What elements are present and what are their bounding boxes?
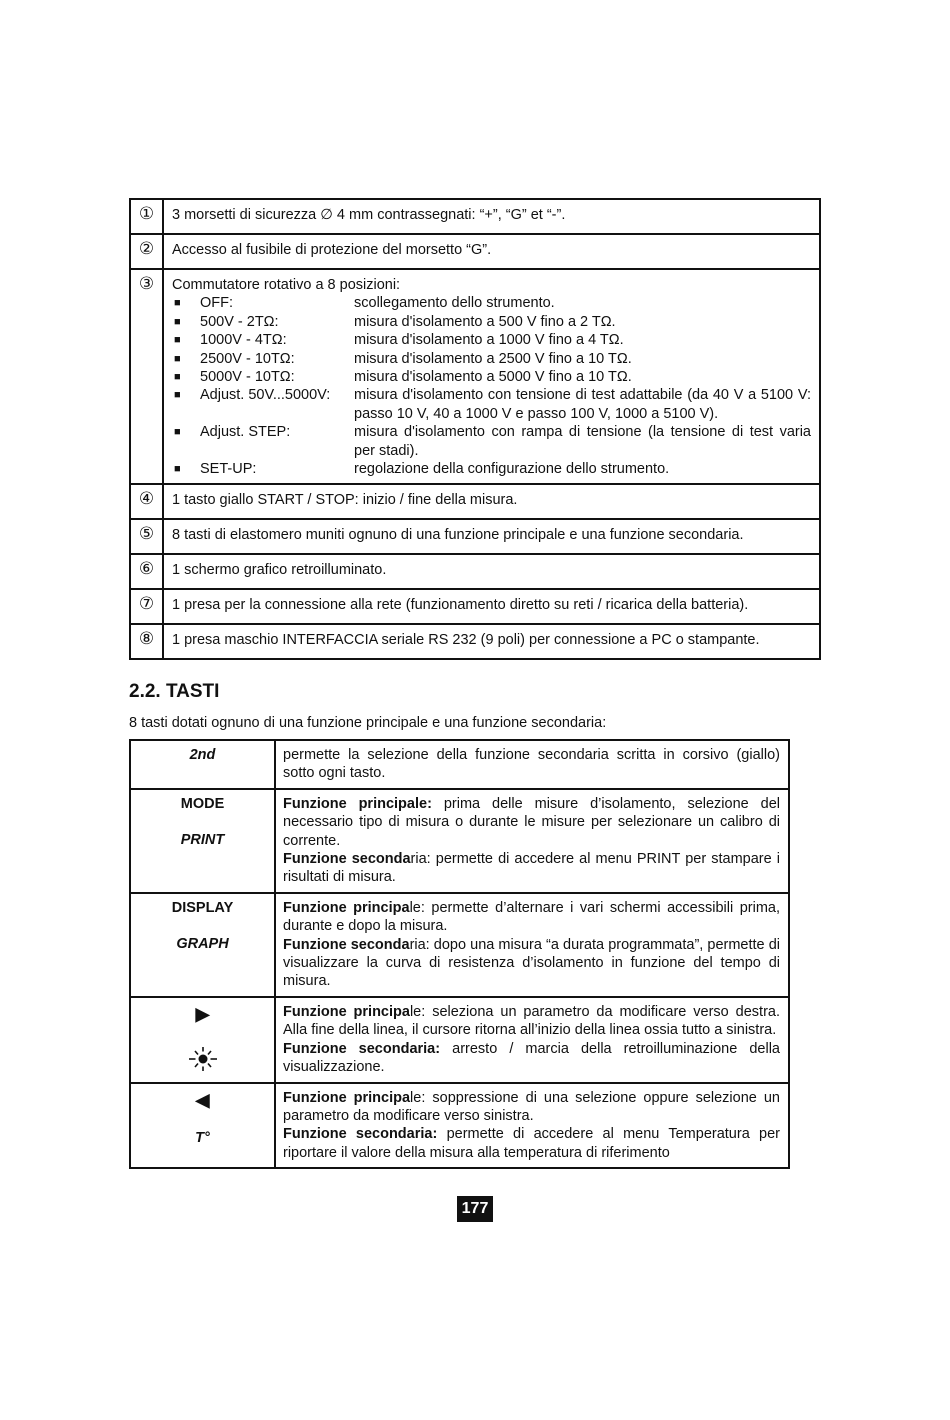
component-number: ⑦	[130, 589, 163, 624]
switch-option	[172, 386, 811, 423]
switch-option-label: 1000V - 4TΩ:	[200, 332, 287, 349]
key-temperature-label: T°	[195, 1129, 210, 1146]
component-text: 8 tasti di elastomero muniti ognuno di una funzione principale e una funzione secondaria.	[163, 519, 820, 554]
key-left-desc	[275, 1083, 789, 1169]
secondary-function-text: arresto / marcia della retroilluminazione della visualizzazione.	[283, 1040, 780, 1076]
switch-option-label: OFF:	[200, 295, 234, 312]
right-arrow-icon: ▶	[195, 1003, 210, 1024]
bullet-icon: ■	[174, 389, 181, 402]
key-row-left	[130, 1083, 789, 1169]
component-text: 1 schermo grafico retroilluminato.	[163, 554, 820, 589]
key-cell	[130, 893, 275, 997]
key-cell	[130, 740, 275, 789]
bullet-icon: ■	[174, 297, 181, 310]
key-cell	[130, 1083, 275, 1169]
primary-function-label: Funzione principa	[283, 899, 410, 916]
component-number: ③	[130, 269, 163, 484]
component-text: 3 morsetti di sicurezza ∅ 4 mm contrassegnati: “+”, “G” et “-”.	[163, 199, 820, 234]
primary-function-text: le: soppressione di una selezione oppure selezione un parametro da modificare verso sinistra.	[283, 1089, 780, 1124]
component-number: ⑥	[130, 554, 163, 589]
switch-option-desc: misura d'isolamento a 2500 V fino a 10 TΩ.	[354, 350, 632, 367]
key-cell	[130, 997, 275, 1083]
switch-option-label: 500V - 2TΩ:	[200, 313, 279, 330]
switch-option-label: 5000V - 10TΩ:	[200, 369, 295, 386]
switch-option-label: SET-UP:	[200, 461, 257, 478]
secondary-function-label: Funzione secondaria:	[283, 1040, 441, 1057]
component-row	[130, 234, 820, 269]
component-row	[130, 199, 820, 234]
key-mode-desc	[275, 789, 789, 893]
bullet-icon: ■	[174, 315, 181, 328]
switch-option	[172, 368, 811, 386]
component-text: 1 presa per la connessione alla rete (funzionamento diretto su reti / ricarica della batteria).	[163, 589, 820, 624]
primary-function-text: prima delle misure d’isolamento, selezione del necessario tipo di misura o durante le misure per selezionare un calibro di corrente.	[283, 795, 781, 849]
keys-table	[129, 739, 790, 1169]
switch-option	[172, 331, 811, 349]
switch-option-desc: misura d'isolamento con tensione di test adattabile (da 40 V a 5100 V: passo 10 V, 40 a 1000 V e passo 100 V, 1000 a 5100 V).	[354, 387, 811, 422]
switch-intro: Commutatore rotativo a 8 posizioni:	[172, 277, 401, 293]
key-display-label: DISPLAY	[171, 899, 234, 916]
primary-function-text: le: seleziona un parametro da modificare verso destra. Alla fine della linea, il cursore ritorna all’inizio della linea ossia tutto a sinistra.	[283, 1003, 780, 1039]
page-number: 177	[457, 1196, 493, 1222]
key-row-mode	[130, 789, 789, 893]
component-row	[130, 624, 820, 659]
left-arrow-icon: ◀	[195, 1089, 210, 1110]
primary-function-label: Funzione principa	[283, 1089, 411, 1106]
switch-option-label: Adjust. 50V...5000V:	[200, 387, 331, 404]
component-row	[130, 269, 820, 484]
primary-function-label: Funzione principa	[283, 1003, 410, 1020]
component-row	[130, 519, 820, 554]
sun-icon-svg	[186, 1047, 220, 1071]
key-row-right	[130, 997, 789, 1083]
component-row	[130, 484, 820, 519]
switch-option	[172, 350, 811, 368]
key-cell	[130, 789, 275, 893]
bullet-icon: ■	[174, 371, 181, 384]
component-text: 1 tasto giallo START / STOP: inizio / fine della misura.	[163, 484, 820, 519]
secondary-function-label: Funzione secondaria:	[283, 1126, 438, 1143]
section-intro: 8 tasti dotati ognuno di una funzione principale e una funzione secondaria:	[129, 715, 607, 731]
key-graph-label: GRAPH	[176, 936, 229, 953]
switch-option-desc: scollegamento dello strumento.	[354, 295, 555, 312]
bullet-icon: ■	[174, 463, 181, 476]
key-right-desc	[275, 997, 789, 1083]
backlight-sun-icon	[133, 1047, 272, 1071]
switch-option	[172, 294, 811, 312]
key-print-label: PRINT	[180, 832, 225, 849]
component-number: ④	[130, 484, 163, 519]
switch-option-label: 2500V - 10TΩ:	[200, 350, 295, 367]
component-number: ①	[130, 199, 163, 234]
secondary-function-text: ria: dopo una misura “a durata programmata”, permette di visualizzare la curva di resistenza d’isolamento in funzione del tempo di misura.	[283, 936, 780, 990]
switch-option	[172, 313, 811, 331]
secondary-function-text: ria: permette di accedere al menu PRINT per stampare i risultati di misura.	[283, 851, 780, 886]
switch-option-desc: misura d'isolamento a 500 V fino a 2 TΩ.	[354, 313, 616, 330]
component-number: ⑤	[130, 519, 163, 554]
component-row	[130, 554, 820, 589]
key-display-desc	[275, 893, 789, 997]
component-number: ⑧	[130, 624, 163, 659]
bullet-icon: ■	[174, 334, 181, 347]
switch-option-label: Adjust. STEP:	[200, 424, 291, 441]
section-title: 2.2. TASTI	[129, 681, 220, 702]
switch-option	[172, 423, 811, 460]
switch-option	[172, 460, 811, 478]
key-row-display	[130, 893, 789, 997]
bullet-icon: ■	[174, 352, 181, 365]
switch-option-desc: misura d'isolamento a 1000 V fino a 4 TΩ.	[354, 332, 624, 349]
component-row	[130, 589, 820, 624]
component-text: Accesso al fusibile di protezione del morsetto “G”.	[163, 234, 820, 269]
secondary-function-label: Funzione seconda	[283, 851, 411, 868]
components-table	[129, 198, 821, 660]
key-mode-label: MODE	[180, 795, 225, 812]
primary-function-text: le: permette d’alternare i vari schermi accessibili prima, durante e dopo la misura.	[283, 899, 780, 935]
switch-option-desc: misura d'isolamento con rampa di tensione (la tensione di test varia per stadi).	[354, 424, 811, 459]
switch-option-desc: regolazione della configurazione dello strumento.	[354, 461, 670, 478]
component-text: 1 presa maschio INTERFACCIA seriale RS 232 (9 poli) per connessione a PC o stampante.	[163, 624, 820, 659]
key-2nd-desc: permette la selezione della funzione secondaria scritta in corsivo (giallo) sotto ogni tasto.	[275, 740, 789, 789]
primary-function-label: Funzione principale:	[283, 795, 432, 812]
secondary-function-label: Funzione seconda	[283, 936, 410, 953]
key-row-2nd	[130, 740, 789, 789]
key-2nd-label: 2nd	[189, 747, 216, 763]
secondary-function-text: permette di accedere al menu Temperatura per riportare il valore della misura alla temperatura di riferimento	[283, 1126, 780, 1161]
switch-option-desc: misura d'isolamento a 5000 V fino a 10 TΩ.	[354, 369, 632, 386]
bullet-icon: ■	[174, 426, 181, 439]
component-switch-cell	[163, 269, 820, 484]
component-number: ②	[130, 234, 163, 269]
